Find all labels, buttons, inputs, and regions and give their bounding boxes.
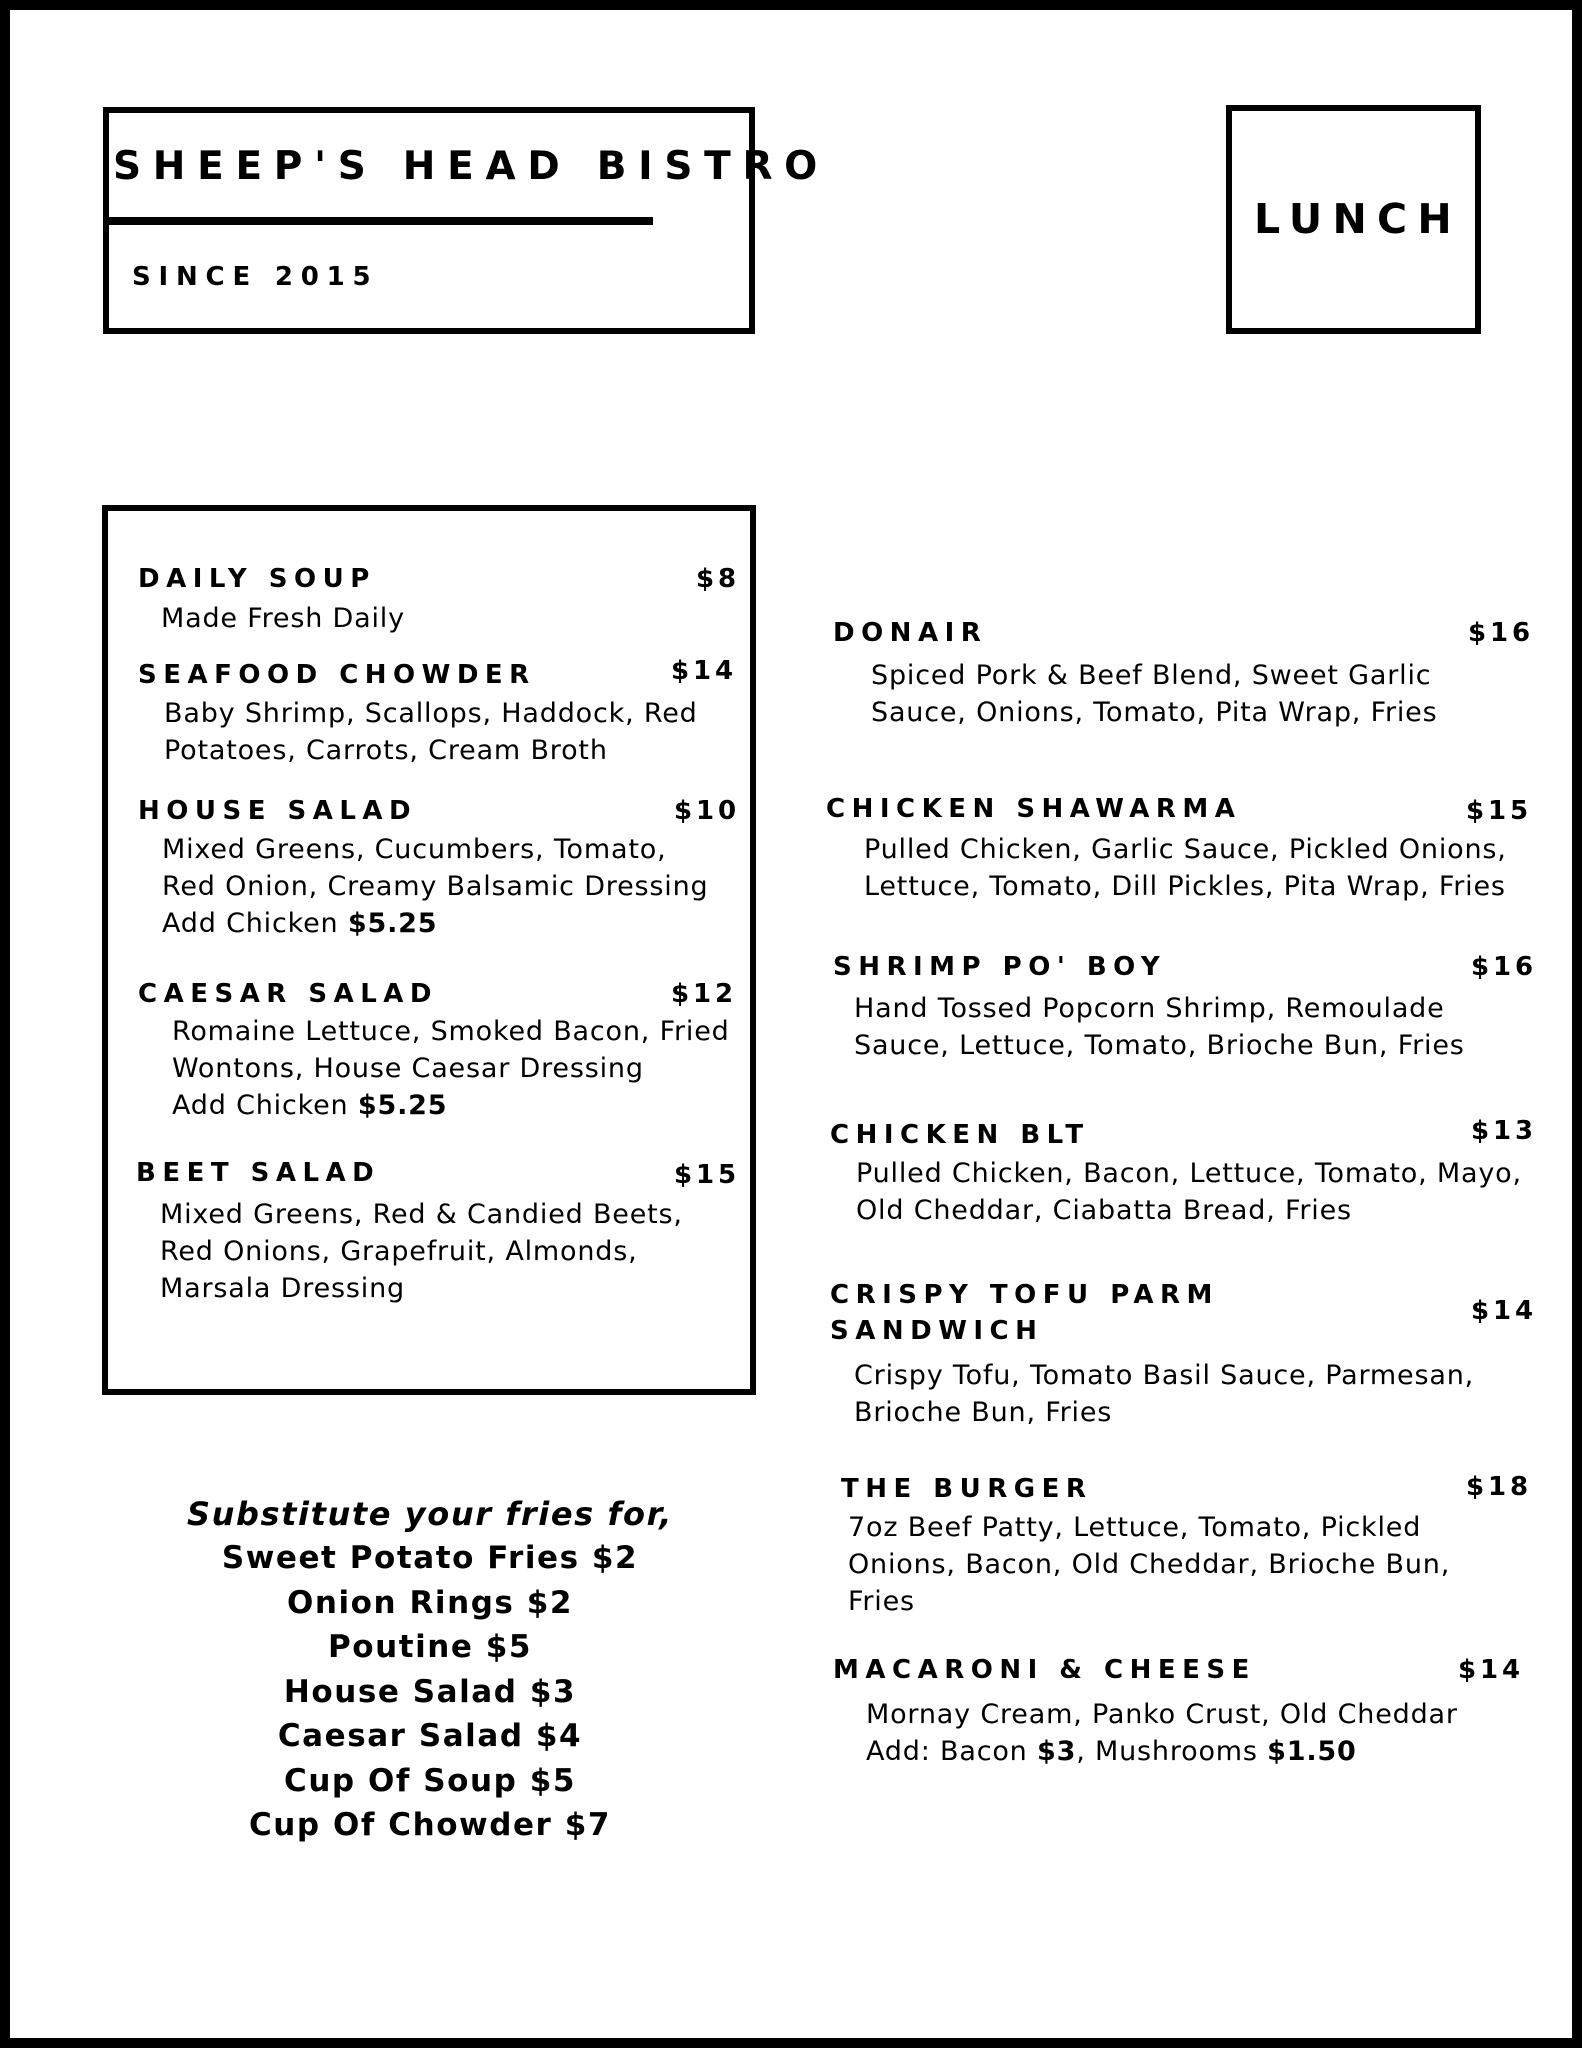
restaurant-name: SHEEP'S HEAD BISTRO <box>113 144 830 189</box>
substitute-item: Cup Of Soup $5 <box>284 1762 576 1799</box>
item-price-house-salad: $10 <box>674 796 740 826</box>
item-name-chicken-blt: CHICKEN BLT <box>830 1120 1090 1150</box>
item-name-crispy-tofu-parm-line2: SANDWICH <box>830 1316 1044 1346</box>
item-price-caesar-salad: $12 <box>671 979 737 1009</box>
item-desc-crispy-tofu-parm: Crispy Tofu, Tomato Basil Sauce, Parmesan, Brioche Bun, Fries <box>854 1360 1475 1428</box>
item-price-macaroni-cheese: $14 <box>1458 1655 1524 1685</box>
item-name-caesar-salad: CAESAR SALAD <box>138 979 439 1009</box>
item-name-the-burger: THE BURGER <box>841 1474 1093 1504</box>
item-price-crispy-tofu-parm: $14 <box>1471 1296 1537 1326</box>
substitute-item: Poutine $5 <box>327 1629 533 1665</box>
item-price-seafood-chowder: $14 <box>671 656 737 686</box>
item-desc-the-burger: 7oz Beef Patty, Lettuce, Tomato, Pickled Onions, Bacon, Old Cheddar, Brioche Bun, Fries <box>848 1512 1451 1617</box>
item-desc-donair: Spiced Pork & Beef Blend, Sweet Garlic Sauce, Onions, Tomato, Pita Wrap, Fries <box>871 660 1438 728</box>
since-year: SINCE 2015 <box>132 262 379 292</box>
item-desc-chicken-shawarma: Pulled Chicken, Garlic Sauce, Pickled Onions, Lettuce, Tomato, Dill Pickles, Pita Wrap, Fries <box>864 834 1507 902</box>
item-name-house-salad: HOUSE SALAD <box>138 796 418 826</box>
substitutes-heading: Substitute your fries for, <box>186 1495 674 1533</box>
item-price-shrimp-po-boy: $16 <box>1471 952 1537 982</box>
item-desc-beet-salad: Mixed Greens, Red & Candied Beets, Red Onions, Grapefruit, Almonds, Marsala Dressing <box>160 1199 683 1304</box>
title-divider <box>103 217 653 225</box>
item-price-donair: $16 <box>1468 618 1534 648</box>
item-price-chicken-blt: $13 <box>1471 1116 1537 1146</box>
substitute-item: House Salad $3 <box>283 1673 577 1710</box>
item-desc-house-salad: Mixed Greens, Cucumbers, Tomato, Red Onion, Creamy Balsamic Dressing Add Chicken $5.25 <box>162 834 709 939</box>
item-price-daily-soup: $8 <box>696 564 740 594</box>
item-desc-seafood-chowder: Baby Shrimp, Scallops, Haddock, Red Potatoes, Carrots, Cream Broth <box>164 698 698 766</box>
menu-label: LUNCH <box>1254 195 1462 243</box>
substitute-item: Caesar Salad $4 <box>277 1718 583 1754</box>
item-name-shrimp-po-boy: SHRIMP PO' BOY <box>833 952 1167 982</box>
item-desc-macaroni-cheese: Mornay Cream, Panko Crust, Old Cheddar Add: Bacon $3, Mushrooms $1.50 <box>866 1699 1458 1767</box>
item-name-seafood-chowder: SEAFOOD CHOWDER <box>138 660 536 690</box>
item-name-crispy-tofu-parm: CRISPY TOFU PARM <box>830 1280 1219 1310</box>
substitute-item: Cup Of Chowder $7 <box>249 1807 611 1843</box>
item-desc-daily-soup: Made Fresh Daily <box>161 603 405 634</box>
substitute-item: Onion Rings $2 <box>286 1584 574 1621</box>
item-price-the-burger: $18 <box>1466 1472 1532 1502</box>
item-name-beet-salad: BEET SALAD <box>136 1158 381 1188</box>
item-name-donair: DONAIR <box>833 618 988 648</box>
item-desc-caesar-salad: Romaine Lettuce, Smoked Bacon, Fried Wontons, House Caesar Dressing Add Chicken $5.25 <box>172 1016 730 1121</box>
item-price-beet-salad: $15 <box>674 1160 740 1190</box>
item-desc-shrimp-po-boy: Hand Tossed Popcorn Shrimp, Remoulade Sauce, Lettuce, Tomato, Brioche Bun, Fries <box>854 993 1465 1061</box>
item-name-daily-soup: DAILY SOUP <box>138 564 376 594</box>
item-desc-chicken-blt: Pulled Chicken, Bacon, Lettuce, Tomato, Mayo, Old Cheddar, Ciabatta Bread, Fries <box>856 1158 1522 1226</box>
substitute-item: Sweet Potato Fries $2 <box>221 1540 639 1576</box>
item-name-chicken-shawarma: CHICKEN SHAWARMA <box>826 794 1242 824</box>
item-price-chicken-shawarma: $15 <box>1466 796 1532 826</box>
item-name-macaroni-cheese: MACARONI & CHEESE <box>833 1655 1256 1685</box>
substitutes-section <box>130 1492 730 1848</box>
